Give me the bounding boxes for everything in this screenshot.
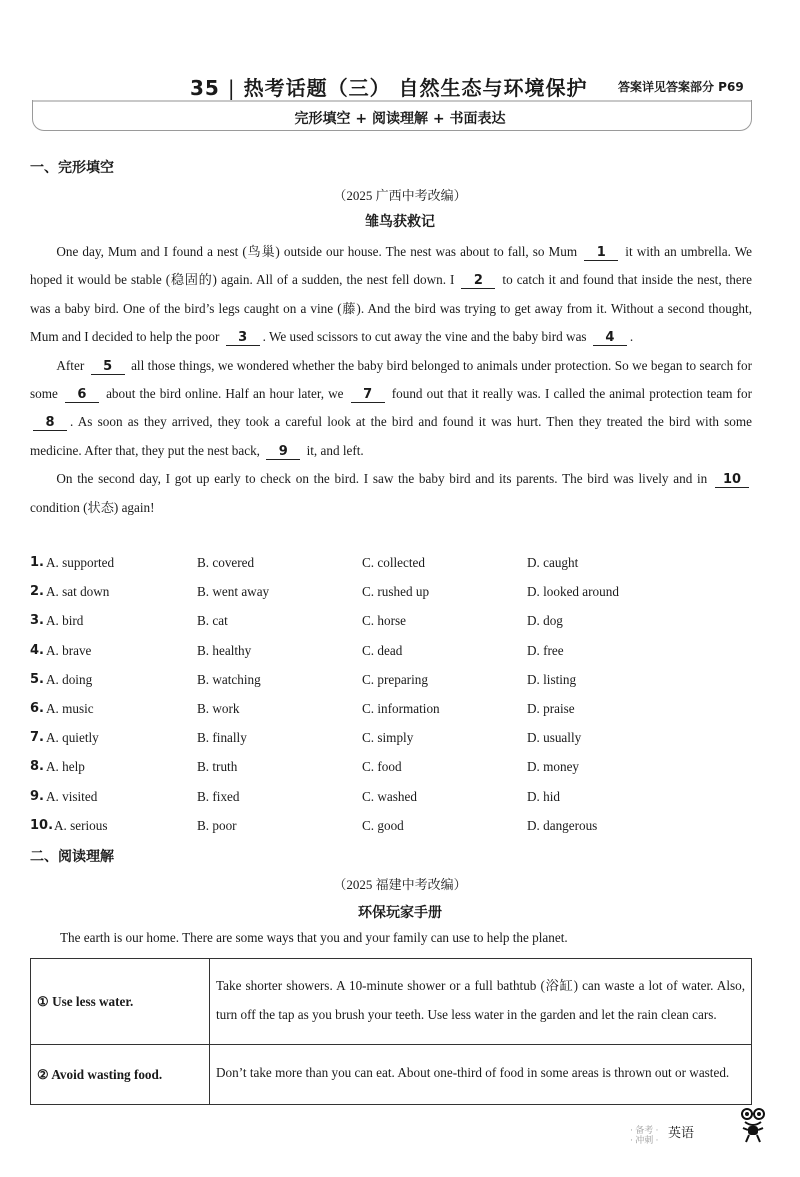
option-d: D. dog [527, 613, 563, 629]
tip-heading: ② Avoid wasting food. [31, 1045, 210, 1105]
question-row [30, 701, 770, 721]
question-row [30, 643, 770, 663]
option-b: B. went away [197, 584, 270, 600]
cloze-blank: 4 [593, 330, 627, 346]
option-a: A. visited [46, 788, 98, 804]
question-number: 1. [30, 555, 44, 570]
option-d: D. caught [527, 555, 579, 570]
option-c: C. good [362, 817, 404, 833]
question-number: 7. [30, 730, 44, 746]
question-number: 3. [30, 613, 44, 629]
option-b: B. poor [197, 817, 237, 833]
option-d: D. looked around [527, 584, 619, 600]
section1-source: （2025 广西中考改编） [333, 188, 467, 203]
option-c: C. rushed up [362, 584, 430, 600]
option-a: A. bird [46, 613, 84, 629]
question-row [30, 730, 770, 750]
option-a: A. doing [46, 671, 93, 687]
option-a: A. serious [54, 817, 108, 833]
title-separator: | [227, 76, 236, 100]
cloze-blank: 2 [461, 273, 495, 289]
watermark-line: · 备考 · [630, 1125, 659, 1135]
option-d: D. money [527, 759, 580, 775]
chapter-number: 35 [190, 76, 220, 100]
cloze-blank: 6 [65, 387, 99, 403]
passage-text: . As soon as they arrived, they took a careful look at the bird and found it was hurt. Then they treated the bird with some medicine. After that, they put the nest back, [30, 414, 752, 458]
passage-text: One day, Mum and I found a nest (鸟巢) outside our house. The nest was about to fall, so Mum [56, 244, 582, 259]
option-a: A. music [46, 701, 94, 716]
passage-text: After [56, 357, 88, 373]
passage-text: all those things, we wondered whether the baby bird belonged to animals under protection. So we began to search for some [30, 357, 752, 402]
footer-watermark [630, 1125, 659, 1145]
option-a: A. supported [46, 555, 115, 570]
option-c: C. information [362, 701, 440, 716]
option-b: B. finally [197, 730, 247, 746]
passage-text: about the bird online. Half an hour later, we [101, 386, 348, 402]
option-d: D. free [527, 642, 564, 658]
cloze-passage [30, 238, 752, 522]
question-number: 4. [30, 642, 44, 658]
option-b: B. work [197, 701, 240, 716]
option-b: B. healthy [197, 642, 252, 658]
option-a: A. sat down [46, 584, 110, 600]
section-subtitle: 完形填空 + 阅读理解 + 书面表达 [294, 111, 506, 127]
chapter-title-text: 热考话题（三） 自然生态与环境保护 [243, 76, 588, 100]
tips-table [30, 958, 752, 1105]
option-b: B. fixed [197, 788, 240, 804]
passage-text: found out that it really was. I called the animal protection team for [387, 386, 752, 402]
passage-text: it, and left. [303, 442, 364, 458]
question-row [30, 584, 770, 604]
question-row [30, 759, 770, 779]
cloze-blank: 3 [226, 330, 260, 346]
cloze-blank: 7 [351, 387, 385, 403]
cloze-blank: 9 [266, 444, 300, 460]
section2-passage-title: 环保玩家手册 [358, 905, 442, 921]
option-d: D. hid [527, 788, 560, 804]
passage-paragraph [30, 238, 752, 352]
table-row [31, 959, 752, 1045]
option-c: C. washed [362, 788, 417, 804]
question-row [30, 555, 770, 575]
option-a: A. quietly [46, 730, 99, 746]
table-row [31, 1045, 752, 1105]
question-row [30, 613, 770, 633]
cloze-blank: 1 [584, 245, 618, 261]
cloze-blank: 5 [91, 359, 125, 375]
question-number: 8. [30, 759, 44, 775]
question-row [30, 672, 770, 692]
answer-reference: 答案详见答案部分 P69 [618, 80, 744, 94]
cloze-blank: 10 [715, 472, 749, 488]
footer-subject: 英语 [668, 1126, 695, 1141]
option-a: A. help [46, 759, 85, 775]
passage-text: . [629, 329, 634, 345]
option-d: D. listing [527, 671, 577, 687]
section1-passage-title: 雏鸟获救记 [365, 214, 435, 230]
option-b: B. watching [197, 671, 261, 687]
question-number: 2. [30, 584, 44, 600]
question-number: 6. [30, 701, 44, 716]
option-c: C. preparing [362, 671, 428, 687]
section2-source: （2025 福建中考改编） [333, 877, 467, 892]
question-number: 10. [30, 817, 54, 833]
option-d: D. usually [527, 730, 582, 746]
reading-intro: The earth is our home. There are some ways that you and your family can use to help the planet. [60, 930, 568, 945]
cloze-blank: 8 [33, 415, 67, 431]
passage-text: it with an umbrella. We hoped it would be stable (稳固的) again. All of a sudden, the nest fell down. I [30, 244, 752, 288]
option-b: B. cat [197, 613, 228, 629]
option-c: C. collected [362, 555, 425, 570]
passage-paragraph [30, 465, 752, 522]
passage-text: to catch it and found that inside the nest, there was a baby bird. One of the bird’s legs caught on a vine (藤). And the bird was trying to get away from it. Without a second thought, Mum and I decided to help the poor [30, 272, 752, 345]
cartoon-mascot-icon [740, 1108, 766, 1144]
option-c: C. food [362, 759, 402, 775]
question-number: 5. [30, 671, 44, 687]
option-c: C. simply [362, 730, 414, 746]
option-b: B. truth [197, 759, 238, 775]
option-b: B. covered [197, 555, 255, 570]
option-d: D. praise [527, 701, 575, 716]
option-d: D. dangerous [527, 817, 598, 833]
passage-paragraph [30, 352, 752, 466]
watermark-line: · 冲刺 · [630, 1135, 659, 1145]
question-row [30, 818, 770, 838]
tip-body: Take shorter showers. A 10-minute shower or a full bathtub (浴缸) can waste a lot of water. Also, turn off the tap as you brush your teeth. Use less water in the garden and let the rain clean cars. [210, 959, 752, 1045]
section1-heading: 一、完形填空 [30, 160, 114, 176]
option-c: C. horse [362, 613, 406, 629]
tip-heading: ① Use less water. [31, 959, 210, 1045]
section2-heading: 二、阅读理解 [30, 849, 114, 865]
tip-body: Don’t take more than you can eat. About one-third of food in some areas is thrown out or wasted. [210, 1045, 752, 1105]
option-c: C. dead [362, 642, 403, 658]
passage-text: condition (状态) again! [30, 499, 155, 515]
question-row [30, 789, 770, 809]
chapter-title [190, 72, 588, 101]
question-number: 9. [30, 788, 44, 804]
option-a: A. brave [46, 642, 92, 658]
passage-text: On the second day, I got up early to check on the bird. I saw the baby bird and its parents. The bird was lively and in [56, 471, 712, 487]
passage-text: . We used scissors to cut away the vine and the baby bird was [262, 329, 590, 345]
